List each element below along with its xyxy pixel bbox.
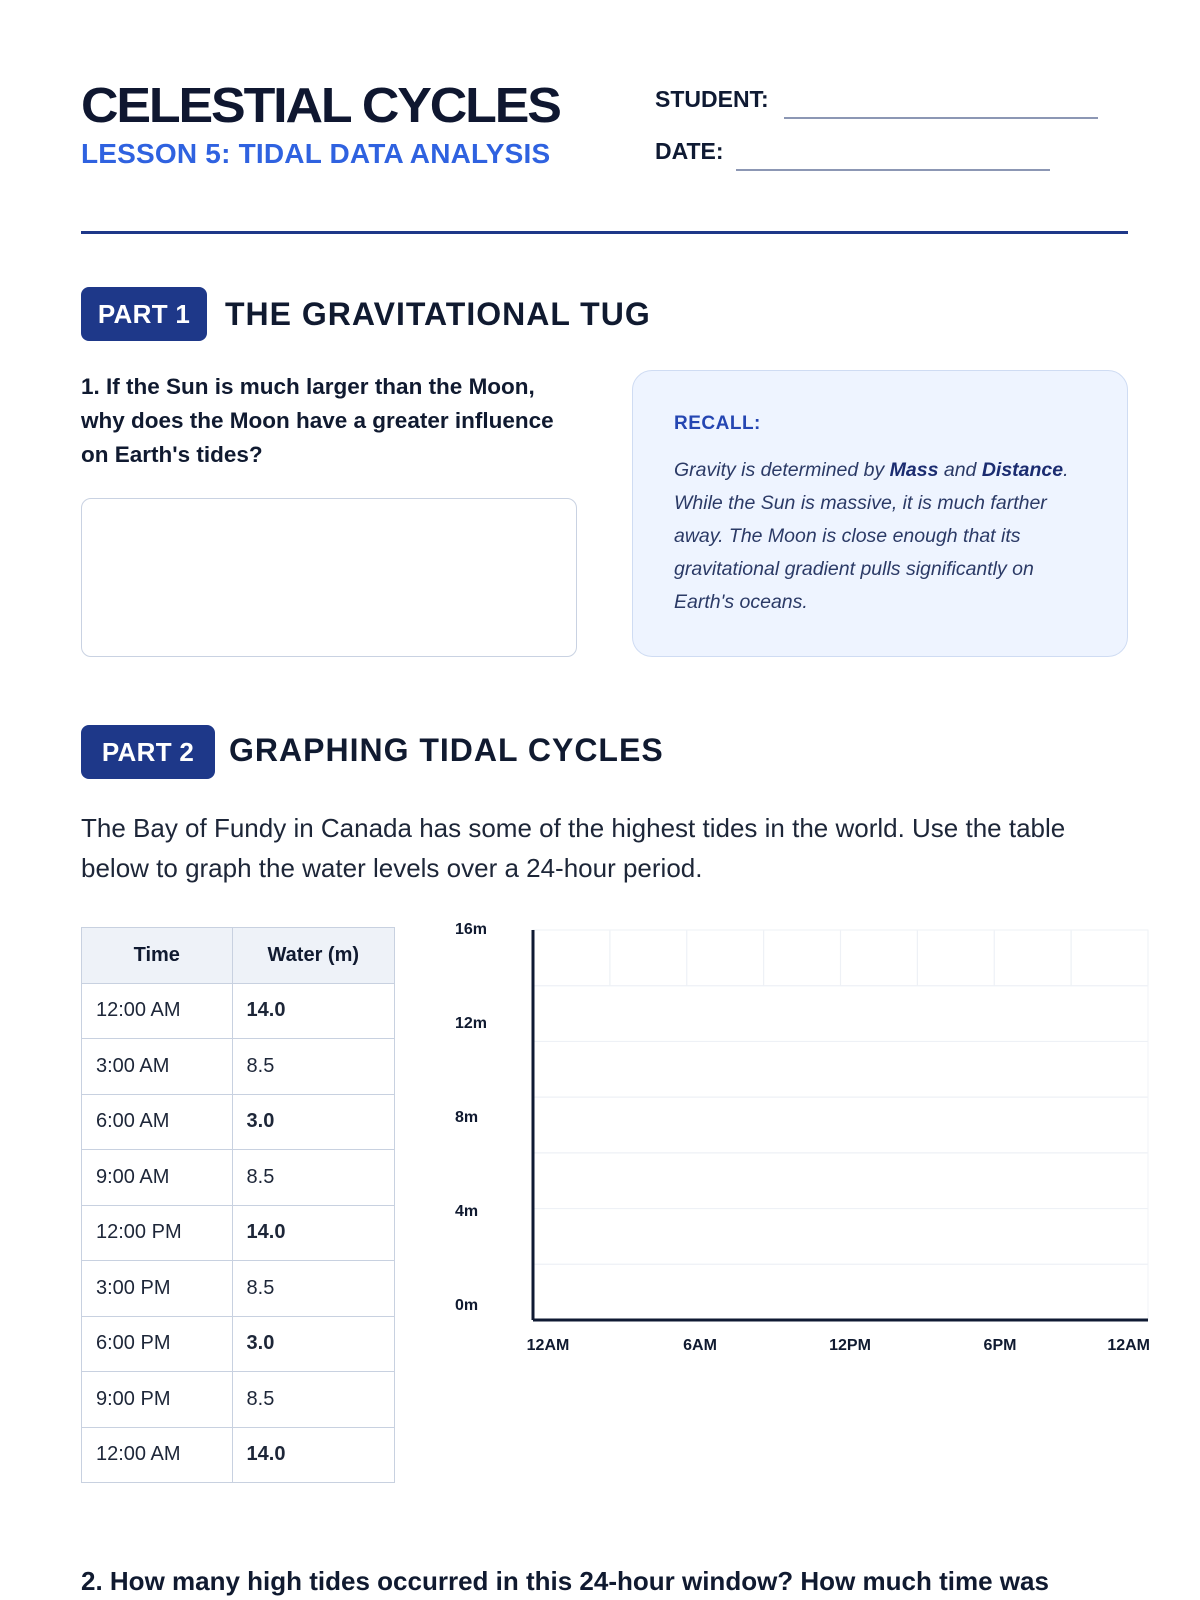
table-row xyxy=(82,1372,395,1428)
time-cell: 6:00 PM xyxy=(82,1316,233,1372)
y-tick-label: 8m xyxy=(455,1109,479,1126)
water-cell: 3.0 xyxy=(232,1094,394,1150)
table-row xyxy=(82,1261,395,1317)
water-cell: 8.5 xyxy=(232,1039,394,1095)
recall-post: . While the Sun is massive, it is much farther away. The Moon is close enough that its gravitational gradient pulls significantly on Earth's oceans. xyxy=(674,459,1069,613)
question-2: 2. How many high tides occurred in this 24-hour window? How much time was xyxy=(81,1566,1049,1596)
x-tick-label: 12AM xyxy=(526,1337,570,1354)
x-tick-label: 6PM xyxy=(983,1337,1017,1354)
y-tick-label: 16m xyxy=(455,922,488,938)
date-field[interactable] xyxy=(736,169,1050,171)
x-tick-label: 6AM xyxy=(683,1337,717,1354)
recall-label: RECALL: xyxy=(674,413,761,434)
header-divider xyxy=(81,231,1128,234)
recall-callout xyxy=(632,370,1128,657)
table-row xyxy=(82,1039,395,1095)
table-header-row xyxy=(82,928,395,984)
table-row xyxy=(82,1094,395,1150)
part2-title: GRAPHING TIDAL CYCLES xyxy=(229,732,664,768)
student-name-field[interactable] xyxy=(784,117,1098,119)
water-cell: 8.5 xyxy=(232,1372,394,1428)
worksheet-page xyxy=(81,0,1150,1600)
part2-badge: PART 2 xyxy=(81,725,215,779)
y-tick-label: 4m xyxy=(455,1203,479,1220)
date-label: DATE: xyxy=(655,138,724,164)
recall-pre: Gravity is determined by xyxy=(674,459,890,481)
column-header-time: Time xyxy=(82,928,233,984)
time-cell: 3:00 PM xyxy=(82,1261,233,1317)
water-cell: 8.5 xyxy=(232,1150,394,1206)
recall-mass: Mass xyxy=(889,459,939,481)
y-tick-label: 12m xyxy=(455,1015,488,1032)
table-row xyxy=(82,1150,395,1206)
time-cell: 9:00 PM xyxy=(82,1372,233,1428)
time-cell: 12:00 AM xyxy=(82,1427,233,1483)
table-row xyxy=(82,1205,395,1261)
table-row xyxy=(82,1316,395,1372)
time-cell: 12:00 PM xyxy=(82,1205,233,1261)
page-title: CELESTIAL CYCLES xyxy=(81,79,560,133)
x-tick-label: 12PM xyxy=(829,1337,871,1354)
time-cell: 9:00 AM xyxy=(82,1150,233,1206)
tide-graph[interactable] xyxy=(383,922,1153,1392)
water-cell: 8.5 xyxy=(232,1261,394,1317)
tide-data-table xyxy=(81,927,395,1483)
table-row xyxy=(82,983,395,1039)
water-cell: 14.0 xyxy=(232,983,394,1039)
x-tick-label: 12AM xyxy=(1107,1337,1150,1354)
lesson-subtitle: LESSON 5: TIDAL DATA ANALYSIS xyxy=(81,138,551,169)
water-cell: 3.0 xyxy=(232,1316,394,1372)
water-cell: 14.0 xyxy=(232,1427,394,1483)
question-1: 1. If the Sun is much larger than the Moon, why does the Moon have a greater influence on Earth's tides? xyxy=(81,374,554,467)
water-cell: 14.0 xyxy=(232,1205,394,1261)
part2-intro: The Bay of Fundy in Canada has some of the highest tides in the world. Use the table below to graph the water levels over a 24-hour period. xyxy=(81,813,1066,883)
plot-area[interactable] xyxy=(533,930,1148,1320)
recall-text xyxy=(674,454,1094,619)
time-cell: 12:00 AM xyxy=(82,983,233,1039)
part1-badge: PART 1 xyxy=(81,287,207,341)
student-label: STUDENT: xyxy=(655,86,769,112)
column-header-water: Water (m) xyxy=(232,928,394,984)
y-tick-label: 0m xyxy=(455,1297,479,1314)
table-row xyxy=(82,1427,395,1483)
part1-title: THE GRAVITATIONAL TUG xyxy=(225,296,651,332)
recall-distance: Distance xyxy=(981,459,1064,481)
time-cell: 6:00 AM xyxy=(82,1094,233,1150)
recall-and: and xyxy=(938,459,982,481)
answer-box-1[interactable] xyxy=(81,498,577,657)
time-cell: 3:00 AM xyxy=(82,1039,233,1095)
